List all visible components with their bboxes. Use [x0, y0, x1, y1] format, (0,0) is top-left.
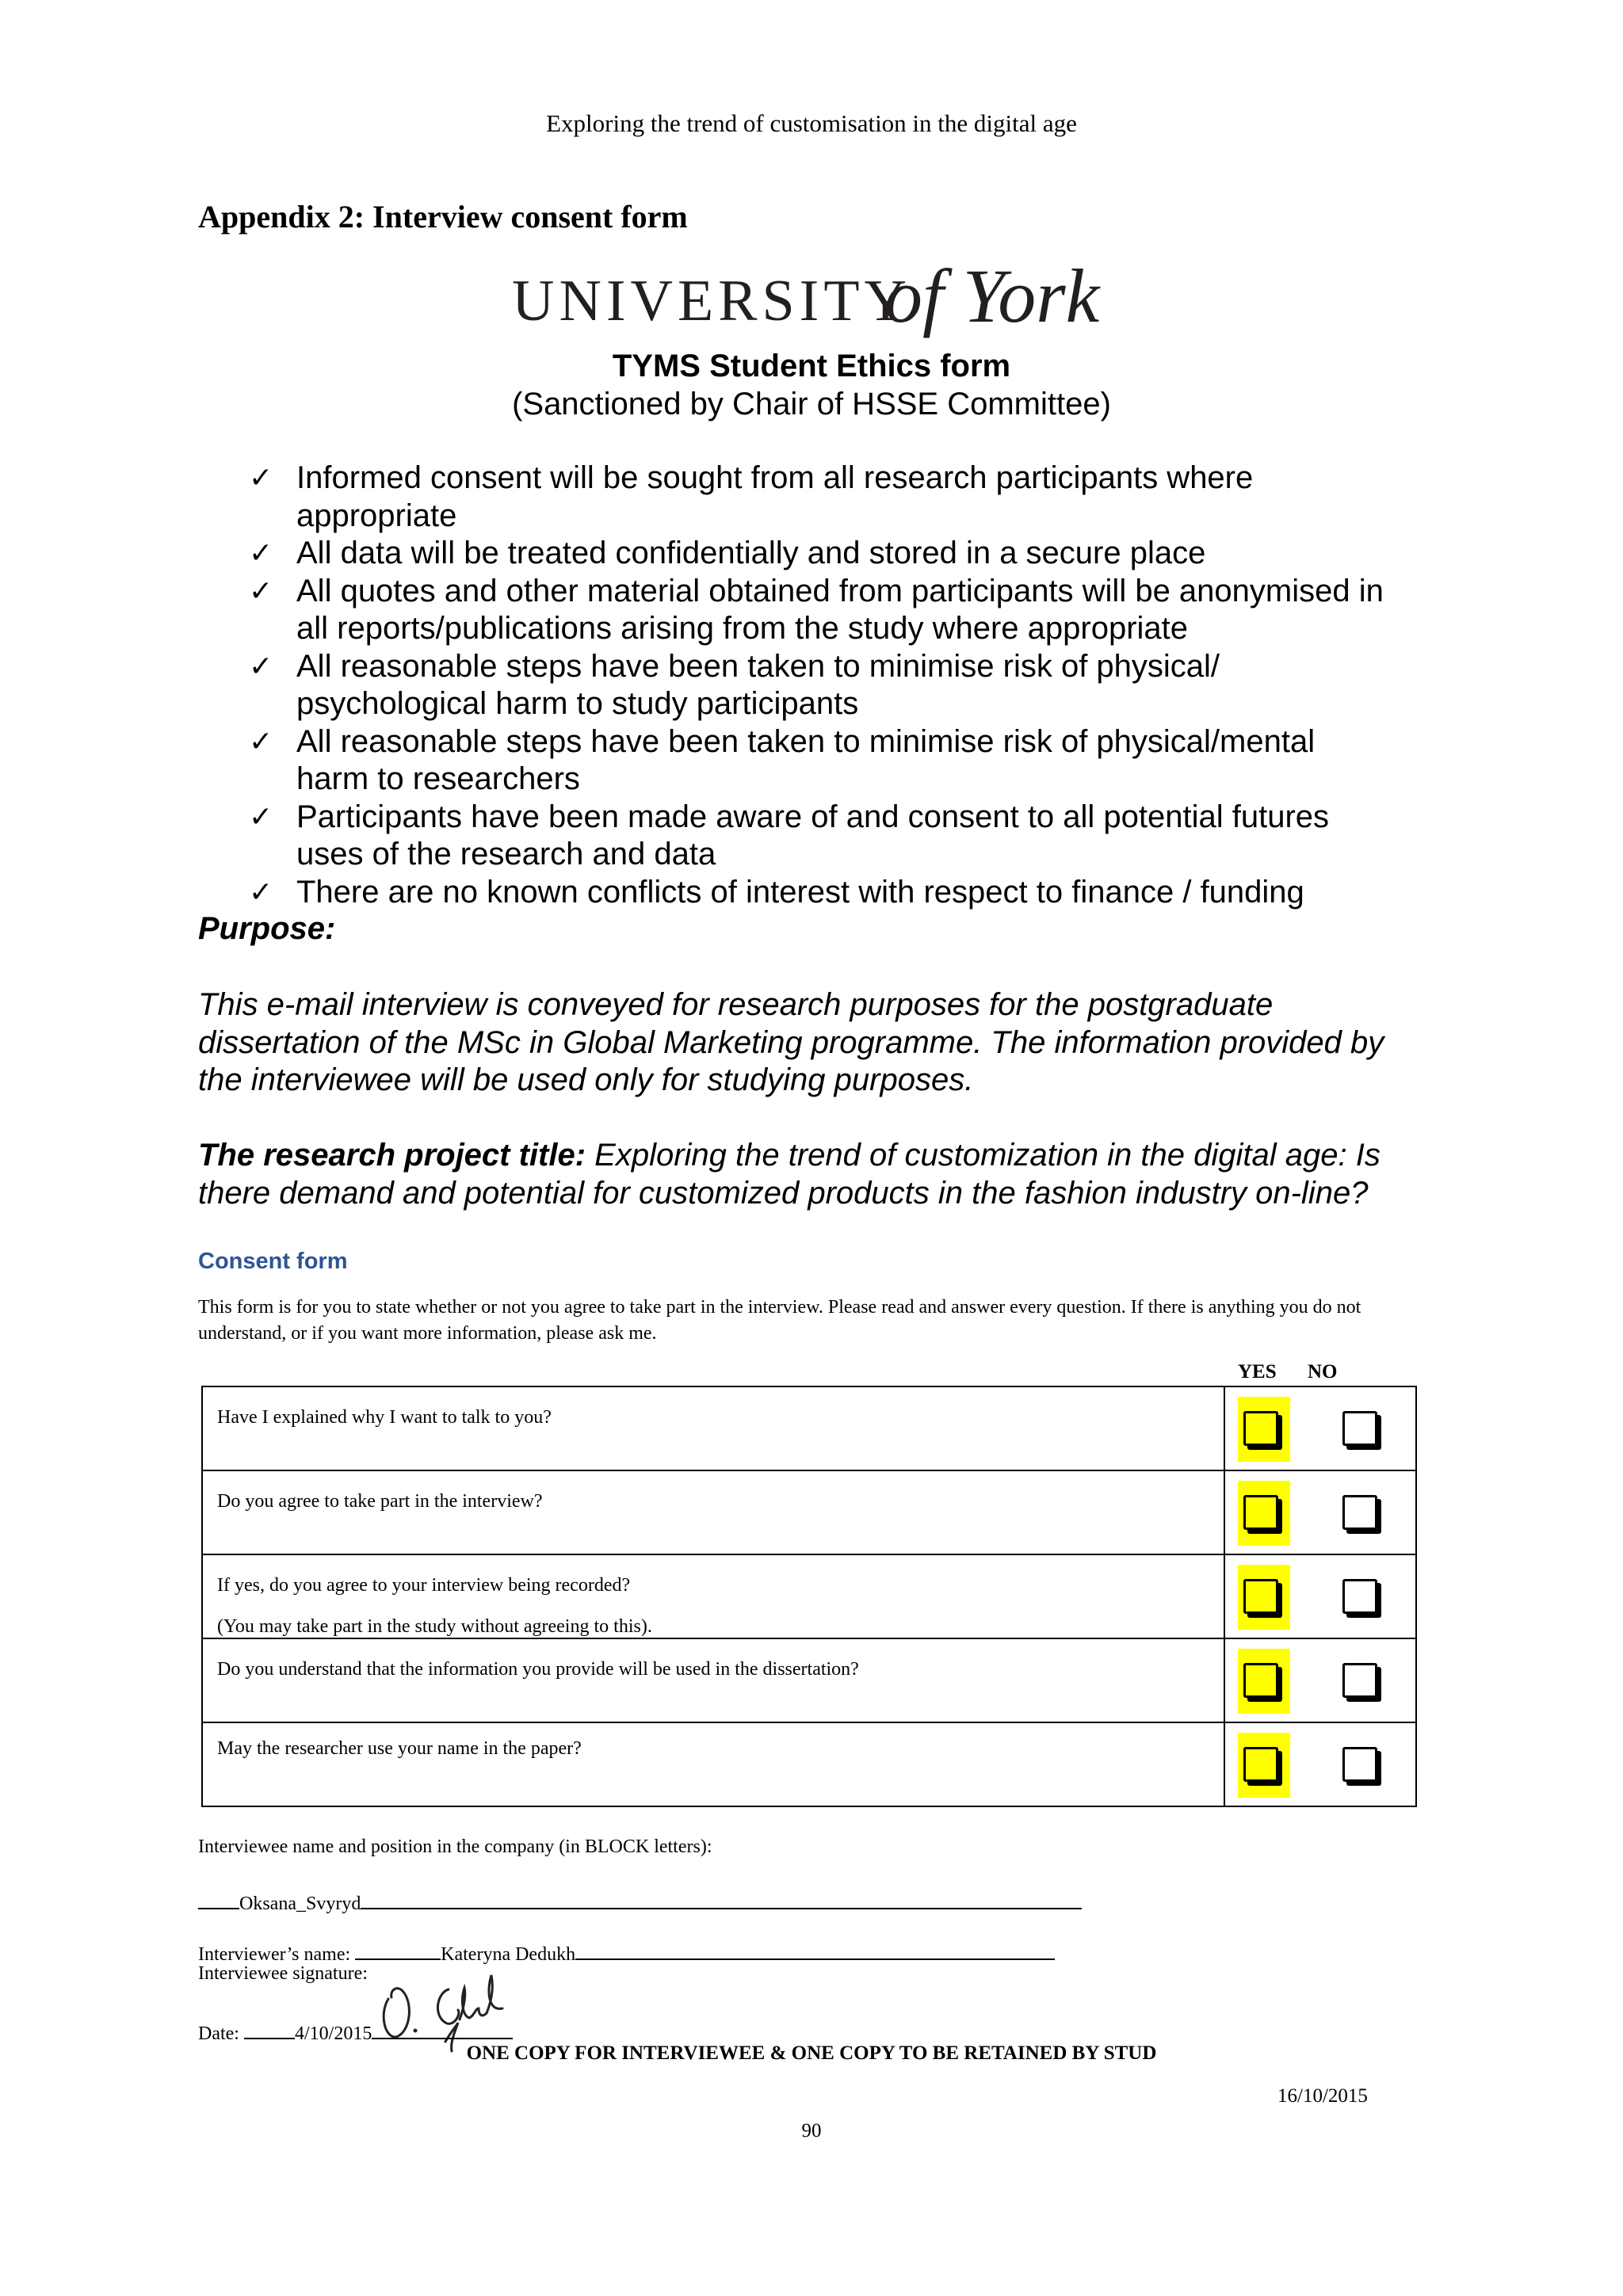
checklist-item-line: All quotes and other material obtained from participants will be anonymised in [296, 573, 1384, 608]
table-row [203, 1387, 1415, 1471]
check-icon: ✓ [249, 574, 273, 608]
no-checkbox[interactable] [1342, 1747, 1377, 1782]
no-checkbox[interactable] [1342, 1579, 1377, 1614]
checklist-item-line: appropriate [296, 498, 457, 533]
underline [198, 1889, 239, 1909]
appendix-title: Appendix 2: Interview consent form [198, 199, 688, 235]
table-row [203, 1723, 1415, 1807]
date-value: 4/10/2015 [294, 2023, 372, 2044]
checklist-item-line: Informed consent will be sought from all research participants where [296, 460, 1254, 495]
check-icon: ✓ [249, 650, 273, 683]
interviewee-name-field [198, 1889, 1082, 1915]
purpose-line: the interviewee will be used only for studying purposes. [198, 1062, 974, 1097]
checklist-item-line: There are no known conflicts of interest with respect to finance / funding [296, 874, 1304, 910]
checklist-item-line: harm to researchers [296, 761, 580, 796]
check-icon: ✓ [249, 537, 273, 570]
interviewee-name-label: Interviewee name and position in the company (in BLOCK letters): [198, 1836, 712, 1857]
logo-text-university: UNIVERSITY [512, 269, 911, 334]
check-icon: ✓ [249, 462, 273, 494]
project-title-text: Exploring the trend of customization in the digital age: Is [586, 1138, 1381, 1173]
copy-note: ONE COPY FOR INTERVIEWEE & ONE COPY TO BE RETAINED BY STUD [466, 2042, 1157, 2064]
yes-checkbox[interactable] [1243, 1663, 1278, 1698]
date-label: Date: [198, 2023, 239, 2044]
interviewee-signature-label: Interviewee signature: [198, 1963, 368, 1984]
checklist-item-line: all reports/publications arising from the study where appropriate [296, 611, 1189, 646]
table-row [203, 1639, 1415, 1723]
checklist-item [238, 573, 1474, 648]
question-text: Do you understand that the information you provide will be used in the dissertation? [217, 1659, 859, 1680]
consent-form-heading: Consent form [198, 1249, 348, 1274]
question-note: (You may take part in the study without agreeing to this). [217, 1616, 652, 1637]
question-cell [203, 1471, 1225, 1554]
checklist-item-line: psychological harm to study participants [296, 686, 859, 721]
interviewee-name-value: Oksana_Svyryd [239, 1894, 361, 1914]
consent-intro-line: This form is for you to state whether or not you agree to take part in the interview. Please read and answer every question. If there is anything you do not [198, 1297, 1361, 1318]
date-field [198, 2019, 513, 2045]
checklist-item [238, 799, 1474, 874]
underline [355, 1939, 441, 1960]
checklist-item [238, 874, 1474, 912]
purpose-line: This e-mail interview is conveyed for research purposes for the postgraduate [198, 987, 1274, 1022]
question-text: Have I explained why I want to talk to you? [217, 1407, 552, 1428]
table-row [203, 1555, 1415, 1639]
interviewer-name-label: Interviewer’s name: [198, 1944, 351, 1965]
project-title [198, 1137, 1466, 1212]
checklist-item-line: All reasonable steps have been taken to minimise risk of physical/mental [296, 723, 1316, 759]
checklist-item-line: uses of the research and data [296, 837, 716, 871]
university-logo [512, 252, 1114, 345]
no-checkbox[interactable] [1342, 1663, 1377, 1698]
table-row [203, 1471, 1415, 1555]
underline [575, 1939, 1055, 1960]
running-header: Exploring the trend of customisation in the digital age [546, 109, 1077, 137]
page-number: 90 [801, 2120, 822, 2142]
yes-checkbox[interactable] [1243, 1579, 1278, 1614]
question-text: If yes, do you agree to your interview being recorded? [217, 1575, 631, 1596]
consent-intro-line: understand, or if you want more information, please ask me. [198, 1323, 657, 1344]
form-title: TYMS Student Ethics form [612, 349, 1011, 383]
check-icon: ✓ [249, 800, 273, 833]
checklist-item [238, 460, 1474, 535]
checklist-item [238, 535, 1474, 573]
project-title-text: there demand and potential for customized products in the fashion industry on-line? [198, 1175, 1369, 1211]
no-column-header: NO [1308, 1361, 1338, 1383]
underline [361, 1889, 1082, 1909]
interviewer-name-value: Kateryna Dedukh [441, 1944, 576, 1965]
check-icon: ✓ [249, 725, 273, 758]
yes-checkbox[interactable] [1243, 1411, 1278, 1446]
checklist-item-line: All reasonable steps have been taken to minimise risk of physical/ [296, 648, 1220, 684]
checklist-item-line: All data will be treated confidentially and stored in a secure place [296, 536, 1206, 570]
question-cell [203, 1639, 1225, 1722]
checklist-item [238, 723, 1474, 799]
underline [244, 2019, 295, 2039]
question-cell [203, 1555, 1225, 1638]
question-text: Do you agree to take part in the interview? [217, 1491, 543, 1512]
question-cell [203, 1387, 1225, 1470]
logo-text-of-york: of York [884, 254, 1100, 338]
purpose-text [198, 986, 1466, 1100]
question-cell [203, 1723, 1225, 1807]
checklist-item-line: Participants have been made aware of and consent to all potential futures [296, 799, 1330, 834]
footer-date: 16/10/2015 [1277, 2085, 1368, 2107]
yes-checkbox[interactable] [1243, 1495, 1278, 1530]
yes-checkbox[interactable] [1243, 1747, 1278, 1782]
consent-questions-table [201, 1386, 1417, 1807]
ethics-checklist [238, 460, 1474, 911]
check-icon: ✓ [249, 875, 273, 909]
yes-column-header: YES [1238, 1361, 1277, 1383]
checklist-item [238, 648, 1474, 723]
no-checkbox[interactable] [1342, 1495, 1377, 1530]
consent-intro-text [198, 1295, 1506, 1347]
form-subtitle: (Sanctioned by Chair of HSSE Committee) [512, 387, 1111, 421]
underline [372, 2019, 513, 2039]
interviewer-name-field [198, 1939, 1055, 1966]
no-checkbox[interactable] [1342, 1411, 1377, 1446]
purpose-line: dissertation of the MSc in Global Marketing programme. The information provided by [198, 1024, 1384, 1060]
project-title-label: The research project title: [198, 1138, 586, 1173]
question-text: May the researcher use your name in the paper? [217, 1738, 582, 1759]
purpose-heading: Purpose: [198, 911, 336, 946]
